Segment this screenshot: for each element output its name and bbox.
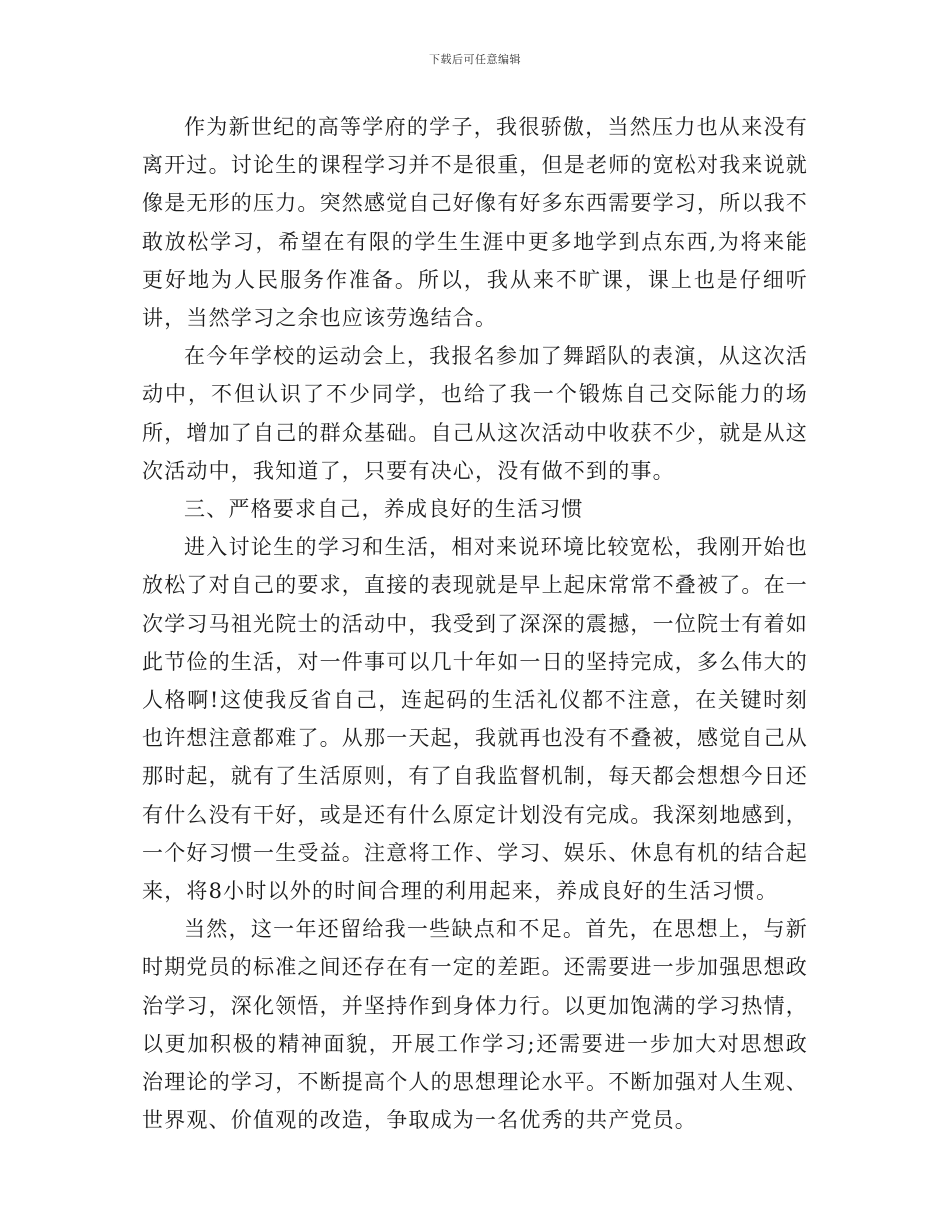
paragraph-shortcomings: 当然，这一年还留给我一些缺点和不足。首先，在思想上，与新时期党员的标准之间还存在有一定的差距。还需要进一步加强思想政治学习，深化领悟，并坚持作到身体力行。以更加饱满的学习热情，以更加积极的精神面貌，开展工作学习;还需要进一步加大对思想政治理论的学习，不断提高个人的思想理论水平。不断加强对人生观、世界观、价值观的改造，争取成为一名优秀的共产党员。 <box>142 917 808 1133</box>
paragraph-sports-meet: 在今年学校的运动会上，我报名参加了舞蹈队的表演，从这次活动中，不但认识了不少同学，也给了我一个锻炼自己交际能力的场所，增加了自己的群众基础。自己从这次活动中收获不少，就是从这次活动中，我知道了，只要有决心，没有做不到的事。 <box>142 344 808 483</box>
paragraph-habits: 进入讨论生的学习和生活，相对来说环境比较宽松，我刚开始也放松了对自己的要求，直接的表现就是早上起床常常不叠被了。在一次学习马祖光院士的活动中，我受到了深深的震撼，一位院士有着如此节俭的生活，对一件事可以几十年如一日的坚持完成，多么伟大的人格啊!这使我反省自己，连起码的生活礼仪都不注意，在关键时刻也许想注意都难了。从那一天起，我就再也没有不叠被，感觉自己从那时起，就有了生活原则，有了自我监督机制，每天都会想想今日还有什么没有干好，或是还有什么原定计划没有完成。我深刻地感到，一个好习惯一生受益。注意将工作、学习、娱乐、休息有机的结合起来，将8小时以外的时间合理的利用起来，养成良好的生活习惯。 <box>142 535 808 904</box>
page-header-note: 下载后可任意编辑 <box>429 53 521 66</box>
section-heading-habits: 三、严格要求自己，养成良好的生活习惯 <box>184 497 584 522</box>
document-body <box>142 108 808 1139</box>
paragraph-study: 作为新世纪的高等学府的学子，我很骄傲，当然压力也从来没有离开过。讨论生的课程学习并不是很重，但是老师的宽松对我来说就像是无形的压力。突然感觉自己好像有好多东西需要学习，所以我不敢放松学习，希望在有限的学生生涯中更多地学到点东西,为将来能更好地为人民服务作准备。所以，我从来不旷课，课上也是仔细听讲，当然学习之余也应该劳逸结合。 <box>142 115 808 331</box>
